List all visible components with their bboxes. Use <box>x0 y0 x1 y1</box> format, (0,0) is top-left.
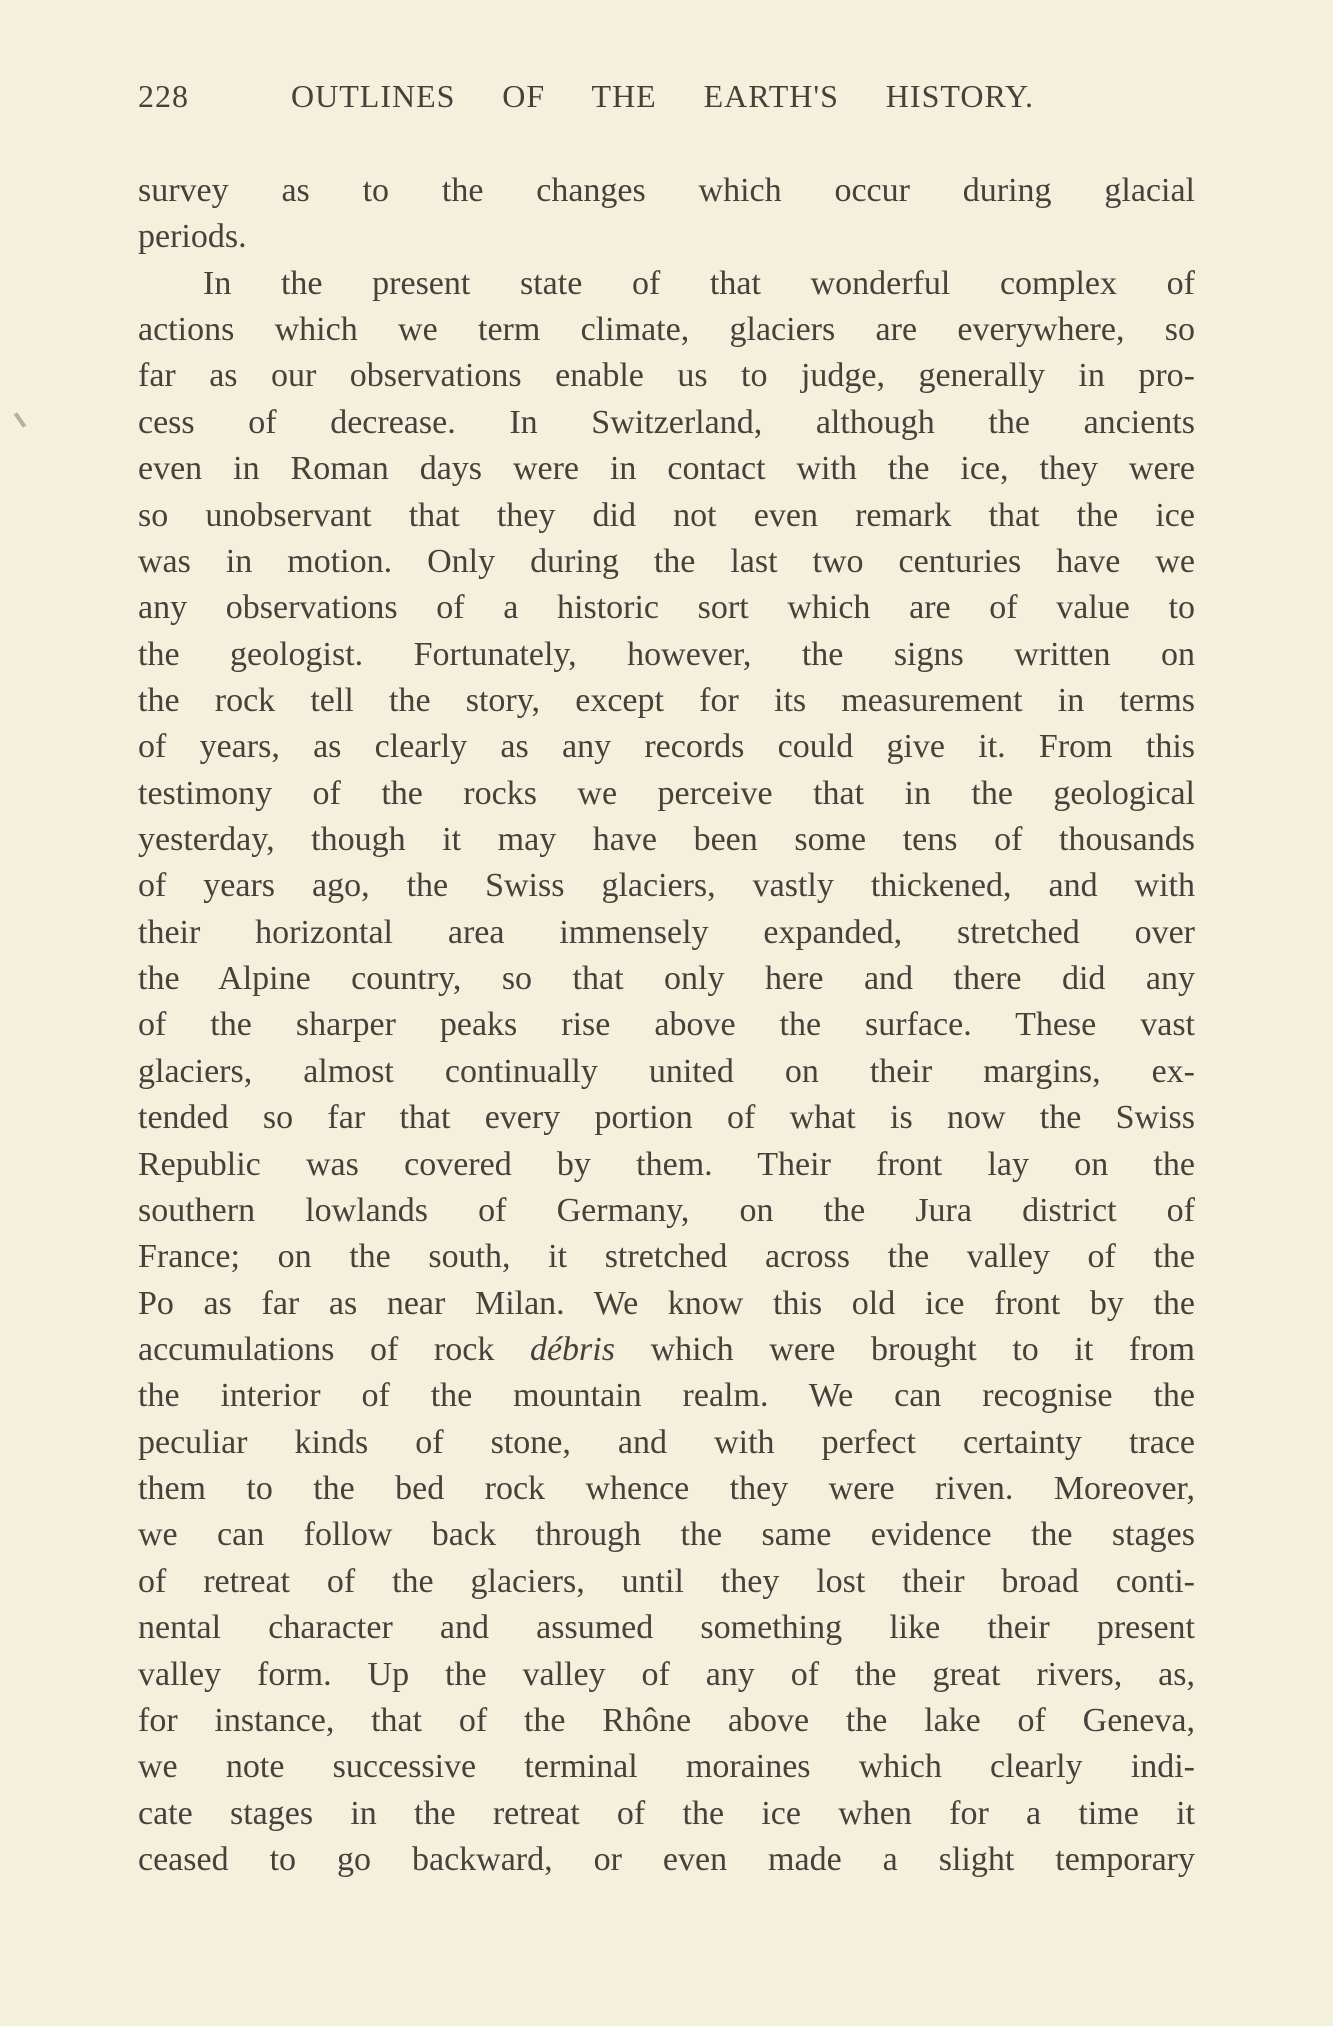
text-line: of years, as clearly as any records could give it. From this <box>138 728 1195 766</box>
text-line: the Alpine country, so that only here and there did any <box>138 960 1195 998</box>
text-line: we can follow back through the same evidence the stages <box>138 1516 1195 1554</box>
text-line: of retreat of the glaciers, until they lost their broad conti- <box>138 1562 1195 1600</box>
text-line: of years ago, the Swiss glaciers, vastly thickened, and with <box>138 867 1195 905</box>
margin-mark <box>14 412 26 427</box>
text-line: the rock tell the story, except for its measurement in terms <box>138 681 1195 719</box>
text-line: of the sharper peaks rise above the surface. These vast <box>138 1006 1195 1044</box>
text-line: testimony of the rocks we perceive that in the geological <box>138 774 1195 812</box>
text-line: accumulations of rock débris which were brought to it from <box>138 1330 1195 1368</box>
text-line: tended so far that every portion of what is now the Swiss <box>138 1099 1195 1137</box>
text-line: survey as to the changes which occur during glacial <box>138 172 1195 209</box>
text-line: any observations of a historic sort which are of value to <box>138 589 1195 627</box>
text-line: actions which we term climate, glaciers are everywhere, so <box>138 311 1195 349</box>
text-line: yesterday, though it may have been some tens of thousands <box>138 821 1195 859</box>
text-line: even in Roman days were in contact with the ice, they were <box>138 450 1195 488</box>
text-line: southern lowlands of Germany, on the Jura district of <box>138 1191 1195 1229</box>
running-title: OUTLINES OF THE EARTH'S HISTORY. <box>291 78 1034 114</box>
text-line: their horizontal area immensely expanded, stretched over <box>138 913 1195 951</box>
text-line: nental character and assumed something like their present <box>138 1609 1195 1647</box>
text-line: glaciers, almost continually united on their margins, ex- <box>138 1052 1195 1090</box>
text-line: cate stages in the retreat of the ice when for a time it <box>138 1794 1195 1832</box>
text-line: we note successive terminal moraines which clearly indi- <box>138 1748 1195 1786</box>
text-line: periods. <box>138 218 247 256</box>
text-line: In the present state of that wonderful complex of <box>203 264 1195 302</box>
text-line: them to the bed rock whence they were riven. Moreover, <box>138 1470 1195 1508</box>
body-text <box>138 168 1195 1883</box>
page-number: 228 <box>138 78 189 114</box>
text-line: valley form. Up the valley of any of the great rivers, as, <box>138 1655 1195 1693</box>
text-line: Republic was covered by them. Their front lay on the <box>138 1145 1195 1183</box>
text-line: so unobservant that they did not even remark that the ice <box>138 496 1195 534</box>
text-line: the interior of the mountain realm. We can recognise the <box>138 1377 1195 1415</box>
text-line: for instance, that of the Rhône above the lake of Geneva, <box>138 1701 1195 1739</box>
text-line: far as our observations enable us to judge, generally in pro- <box>138 357 1195 395</box>
text-line: Po as far as near Milan. We know this old ice front by the <box>138 1284 1195 1322</box>
text-line: ceased to go backward, or even made a slight temporary <box>138 1840 1195 1878</box>
text-line: peculiar kinds of stone, and with perfect certainty trace <box>138 1423 1195 1461</box>
text-line: France; on the south, it stretched across the valley of the <box>138 1238 1195 1276</box>
text-line: was in motion. Only during the last two centuries have we <box>138 542 1195 580</box>
text-line: the geologist. Fortunately, however, the signs written on <box>138 635 1195 673</box>
text-line: cess of decrease. In Switzerland, although the ancients <box>138 403 1195 441</box>
